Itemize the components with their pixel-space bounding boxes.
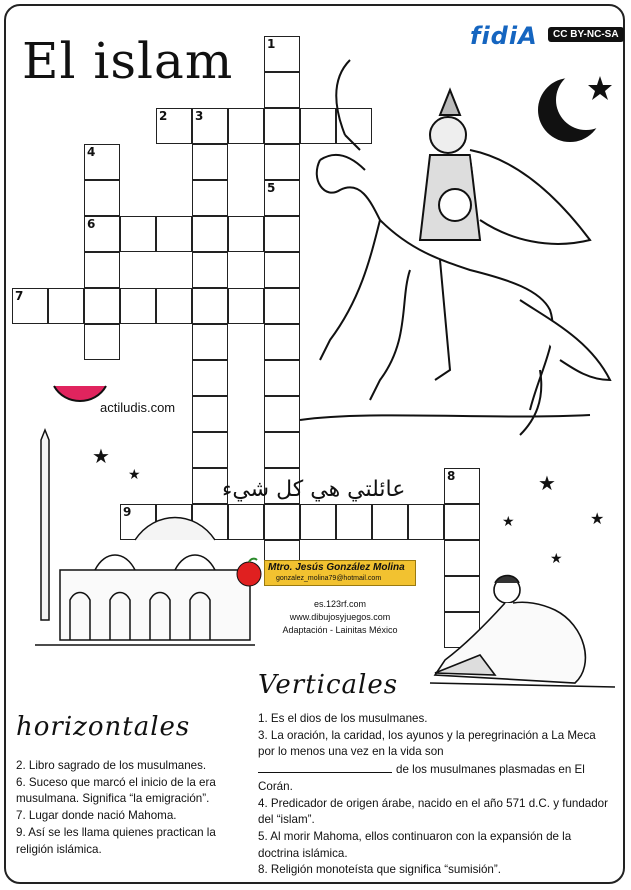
crossword-cell[interactable]: [228, 216, 264, 252]
arabic-phrase: عائلتي هي كل شيء: [222, 477, 406, 502]
crossword-cell[interactable]: [372, 504, 408, 540]
horizontal-clue-7: 7. Lugar donde nació Mahoma.: [16, 809, 177, 823]
clue-number-7: 7: [15, 289, 24, 303]
clue-number-6: 6: [87, 217, 96, 231]
crossword-cell[interactable]: [120, 288, 156, 324]
actiludis-logo-text: actiludis.com: [100, 400, 176, 415]
brand-logo: fidiA: [470, 22, 538, 50]
answer-blank: [258, 761, 392, 773]
crossword-cell[interactable]: [444, 504, 480, 540]
crossword-cell[interactable]: [336, 504, 372, 540]
credit-site-2: www.dibujosyjuegos.com: [289, 612, 391, 622]
star-icon: ★: [550, 550, 563, 566]
warrior-on-horse-illustration: [290, 40, 620, 450]
crossword-cell[interactable]: [192, 216, 228, 252]
horizontales-clues: [16, 758, 236, 858]
crossword-cell[interactable]: [228, 288, 264, 324]
reading-man-illustration: [425, 565, 620, 705]
clue-number-5: 5: [267, 181, 276, 195]
clue-number-8: 8: [447, 469, 456, 483]
crossword-cell[interactable]: [192, 144, 228, 180]
page-title: El islam: [22, 32, 234, 90]
star-icon: ★: [128, 466, 141, 482]
crossword-cell[interactable]: [84, 252, 120, 288]
crossword-cell[interactable]: [192, 360, 228, 396]
vertical-clue-3-start: 3. La oración, la caridad, los ayunos y la peregrinación a La Meca por lo menos una vez en la vida son: [258, 728, 596, 759]
author-name: Mtro. Jesús González Molina: [268, 562, 405, 573]
star-icon: ★: [502, 513, 515, 529]
credit-site-1: es.123rf.com: [313, 599, 367, 609]
crossword-cell[interactable]: [300, 504, 336, 540]
author-email: gonzalez_molina79@hotmail.com: [276, 575, 382, 582]
crossword-cell[interactable]: [192, 324, 228, 360]
vertical-clue-8: 8. Religión monoteísta que significa “sumisión”.: [258, 863, 501, 877]
crossword-cell[interactable]: [84, 288, 120, 324]
crossword-cell[interactable]: [84, 324, 120, 360]
clue-number-3: 3: [195, 109, 204, 123]
verticales-clues: [258, 711, 613, 879]
clue-number-1: 1: [267, 37, 276, 51]
crossword-cell[interactable]: [408, 504, 444, 540]
crossword-cell[interactable]: [192, 288, 228, 324]
star-icon: ★: [538, 473, 556, 495]
clue-number-2: 2: [159, 109, 168, 123]
vertical-clue-4: 4. Predicador de origen árabe, nacido en el año 571 d.C. y fundador del “islam”.: [258, 796, 608, 827]
star-icon: ★: [590, 511, 605, 528]
star-icon: ★: [92, 446, 110, 468]
vertical-clue-1: 1. Es el dios de los musulmanes.: [258, 712, 428, 725]
credit-adaptation: Adaptación - Lainitas México: [282, 625, 398, 635]
horizontal-clue-9: 9. Así se les llama quienes practican la religión islámica.: [16, 825, 216, 856]
license-badge: CC BY-NC-SA: [548, 27, 624, 42]
clue-number-4: 4: [87, 145, 96, 159]
horizontal-clue-2: 2. Libro sagrado de los musulmanes.: [16, 759, 207, 772]
crossword-cell[interactable]: [84, 180, 120, 216]
credit-lines: [270, 598, 410, 637]
vertical-clue-3-end: de los musulmanes plasmadas en El Corán.: [258, 763, 585, 793]
apple-icon: [234, 556, 264, 588]
mosque-illustration: [15, 420, 255, 665]
crossword-cell[interactable]: [264, 504, 300, 540]
crossword-cell[interactable]: [120, 216, 156, 252]
vertical-clue-5: 5. Al morir Mahoma, ellos continuaron con la expansión de la doctrina islámica.: [258, 829, 572, 860]
crossword-cell[interactable]: [192, 180, 228, 216]
vertical-clue-3: [258, 728, 613, 796]
horizontal-clue-6: 6. Suceso que marcó el inicio de la era musulmana. Significa “la emigración”.: [16, 775, 216, 806]
horizontales-title: horizontales: [16, 712, 191, 742]
crossword-cell[interactable]: [156, 216, 192, 252]
clue-number-9: 9: [123, 505, 132, 519]
crossword-cell[interactable]: [156, 288, 192, 324]
crossword-cell[interactable]: [228, 108, 264, 144]
crossword-cell[interactable]: [48, 288, 84, 324]
crossword-cell[interactable]: [192, 252, 228, 288]
verticales-title: Verticales: [258, 670, 399, 700]
